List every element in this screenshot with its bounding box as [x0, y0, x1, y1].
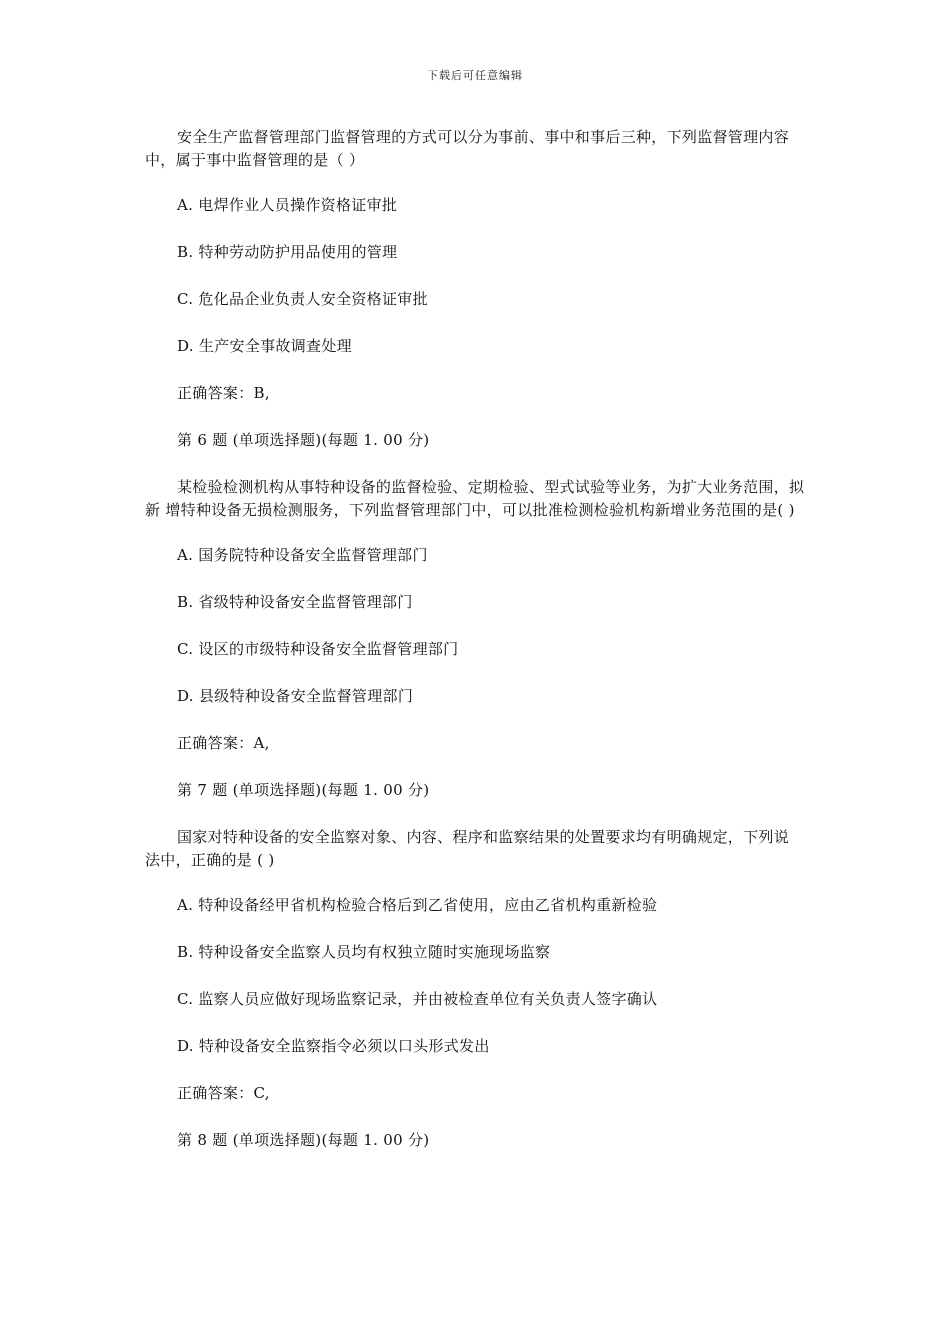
- option-b: B. 特种设备安全监察人员均有权独立随时实施现场监察: [177, 943, 551, 961]
- question-heading: 第 7 题 (单项选择题)(每题 1. 00 分): [177, 781, 430, 799]
- option-d: D. 县级特种设备安全监督管理部门: [177, 687, 414, 705]
- option-a: A. 国务院特种设备安全监督管理部门: [177, 546, 428, 564]
- question-8: [145, 1129, 805, 1152]
- correct-answer: 正确答案：B,: [177, 384, 270, 402]
- question-heading: 第 6 题 (单项选择题)(每题 1. 00 分): [177, 431, 430, 449]
- option-a: A. 特种设备经甲省机构检验合格后到乙省使用，应由乙省机构重新检验: [177, 896, 658, 914]
- question-6: [145, 429, 805, 755]
- question-5: [145, 126, 805, 405]
- option-d: D. 生产安全事故调查处理: [177, 337, 352, 355]
- option-c: C. 设区的市级特种设备安全监督管理部门: [177, 640, 459, 658]
- question-text: 某检验检测机构从事特种设备的监督检验、定期检验、型式试验等业务，为扩大业务范围，拟新 增特种设备无损检测服务，下列监督管理部门中，可以批准检测检验机构新增业务范围的是( ): [145, 478, 805, 519]
- question-text: 安全生产监督管理部门监督管理的方式可以分为事前、事中和事后三种，下列监督管理内容 中，属于事中监督管理的是（ ）: [145, 128, 790, 169]
- question-7: [145, 779, 805, 1105]
- correct-answer: 正确答案：C,: [177, 1084, 270, 1102]
- option-d: D. 特种设备安全监察指令必须以口头形式发出: [177, 1037, 490, 1055]
- option-a: A. 电焊作业人员操作资格证审批: [177, 196, 398, 214]
- option-c: C. 监察人员应做好现场监察记录，并由被检查单位有关负责人签字确认: [177, 990, 658, 1008]
- document-body: [145, 126, 805, 1176]
- correct-answer: 正确答案：A,: [177, 734, 270, 752]
- option-b: B. 省级特种设备安全监督管理部门: [177, 593, 413, 611]
- option-b: B. 特种劳动防护用品使用的管理: [177, 243, 398, 261]
- option-c: C. 危化品企业负责人安全资格证审批: [177, 290, 428, 308]
- question-heading: 第 8 题 (单项选择题)(每题 1. 00 分): [177, 1131, 430, 1149]
- page-header-note: 下载后可任意编辑: [427, 69, 523, 82]
- question-text: 国家对特种设备的安全监察对象、内容、程序和监察结果的处置要求均有明确规定，下列说 法中，正确的是 ( ): [145, 828, 790, 869]
